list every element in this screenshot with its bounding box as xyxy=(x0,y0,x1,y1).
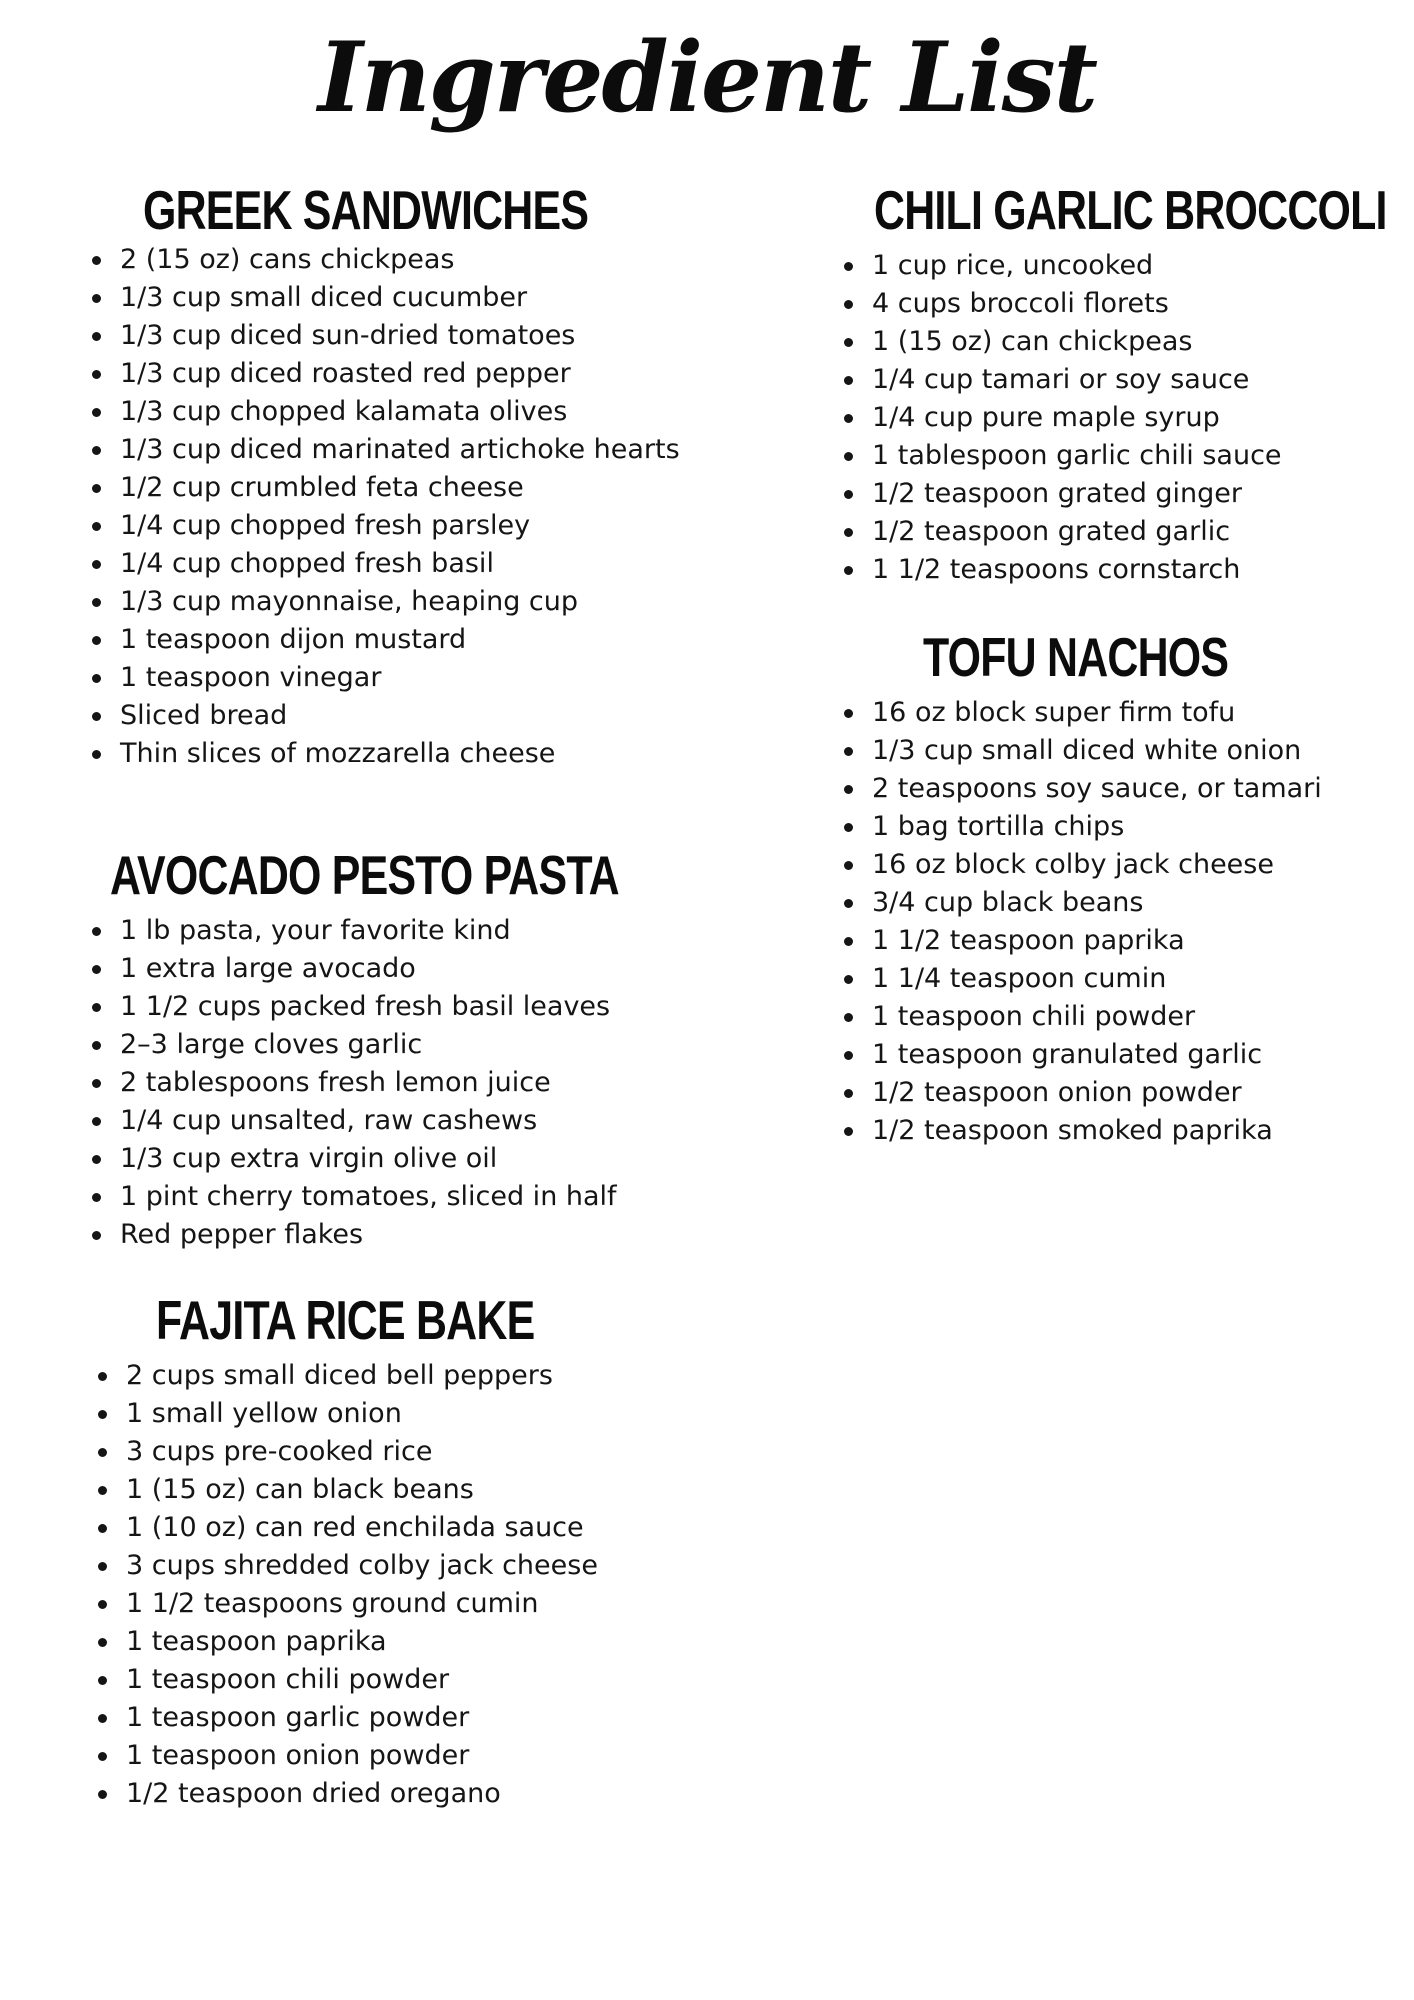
ingredient-item: 1 teaspoon garlic powder xyxy=(96,1699,641,1737)
ingredient-item: 1/3 cup diced marinated artichoke hearts xyxy=(90,431,714,469)
ingredient-item: 1 1/2 cups packed fresh basil leaves xyxy=(90,988,762,1026)
ingredient-item: 16 oz block colby jack cheese xyxy=(842,846,1322,884)
ingredient-item: 1 extra large avocado xyxy=(90,950,762,988)
ingredient-item: 1 teaspoon vinegar xyxy=(90,659,714,697)
ingredient-list xyxy=(90,241,714,773)
ingredient-item: Sliced bread xyxy=(90,697,714,735)
ingredient-item: 1/2 teaspoon onion powder xyxy=(842,1074,1322,1112)
section-heading: TOFU NACHOS xyxy=(923,626,1229,688)
ingredient-item: 1 1/4 teaspoon cumin xyxy=(842,960,1322,998)
ingredient-item: 1 (15 oz) can black beans xyxy=(96,1471,641,1509)
ingredient-item: 2 (15 oz) cans chickpeas xyxy=(90,241,714,279)
ingredient-list xyxy=(96,1357,641,1813)
ingredient-item: 1 1/2 teaspoons cornstarch xyxy=(842,551,1414,589)
ingredient-item: 1 small yellow onion xyxy=(96,1395,641,1433)
ingredient-item: 1/3 cup small diced white onion xyxy=(842,732,1322,770)
ingredient-item: 4 cups broccoli florets xyxy=(842,285,1414,323)
ingredient-item: 1/4 cup chopped fresh parsley xyxy=(90,507,714,545)
ingredient-item: 1 1/2 teaspoon paprika xyxy=(842,922,1322,960)
ingredient-item: 1 teaspoon dijon mustard xyxy=(90,621,714,659)
section-heading: GREEK SANDWICHES xyxy=(143,179,589,241)
section-greek-sandwiches xyxy=(90,175,714,773)
ingredient-item: Red pepper flakes xyxy=(90,1216,762,1254)
ingredient-item: 1 (15 oz) can chickpeas xyxy=(842,323,1414,361)
ingredient-item: 1/4 cup unsalted, raw cashews xyxy=(90,1102,762,1140)
ingredient-item: 1/4 cup tamari or soy sauce xyxy=(842,361,1414,399)
ingredient-item: 1 tablespoon garlic chili sauce xyxy=(842,437,1414,475)
ingredient-item: 1 teaspoon onion powder xyxy=(96,1737,641,1775)
section-heading: FAJITA RICE BAKE xyxy=(156,1289,535,1351)
ingredient-item: 3 cups shredded colby jack cheese xyxy=(96,1547,641,1585)
section-heading: CHILI GARLIC BROCCOLI xyxy=(874,179,1387,241)
ingredient-item: 3/4 cup black beans xyxy=(842,884,1322,922)
ingredient-item: 1 teaspoon granulated garlic xyxy=(842,1036,1322,1074)
ingredient-item: 2 cups small diced bell peppers xyxy=(96,1357,641,1395)
ingredient-item: 1 (10 oz) can red enchilada sauce xyxy=(96,1509,641,1547)
ingredient-item: 2–3 large cloves garlic xyxy=(90,1026,762,1064)
ingredient-item: 1/3 cup mayonnaise, heaping cup xyxy=(90,583,714,621)
section-avocado-pesto-pasta xyxy=(90,840,762,1254)
ingredient-item: Thin slices of mozzarella cheese xyxy=(90,735,714,773)
ingredient-item: 1/3 cup extra virgin olive oil xyxy=(90,1140,762,1178)
ingredient-item: 1/2 cup crumbled feta cheese xyxy=(90,469,714,507)
section-chili-garlic-broccoli xyxy=(842,175,1414,589)
ingredient-item: 1 pint cherry tomatoes, sliced in half xyxy=(90,1178,762,1216)
section-heading: AVOCADO PESTO PASTA xyxy=(110,844,619,906)
ingredient-item: 1/2 teaspoon grated ginger xyxy=(842,475,1414,513)
ingredient-item: 1 teaspoon paprika xyxy=(96,1623,641,1661)
page-title: Ingredient List xyxy=(317,21,1097,134)
ingredient-item: 1/3 cup chopped kalamata olives xyxy=(90,393,714,431)
ingredient-item: 1/4 cup chopped fresh basil xyxy=(90,545,714,583)
ingredient-list xyxy=(842,247,1414,589)
ingredient-item: 1 1/2 teaspoons ground cumin xyxy=(96,1585,641,1623)
ingredient-item: 2 tablespoons fresh lemon juice xyxy=(90,1064,762,1102)
ingredient-item: 1/3 cup small diced cucumber xyxy=(90,279,714,317)
section-tofu-nachos xyxy=(842,622,1322,1150)
ingredient-item: 1 teaspoon chili powder xyxy=(842,998,1322,1036)
ingredient-item: 3 cups pre-cooked rice xyxy=(96,1433,641,1471)
ingredient-item: 2 teaspoons soy sauce, or tamari xyxy=(842,770,1322,808)
ingredient-item: 1/2 teaspoon dried oregano xyxy=(96,1775,641,1813)
ingredient-item: 1/3 cup diced sun-dried tomatoes xyxy=(90,317,714,355)
ingredient-item: 1/2 teaspoon smoked paprika xyxy=(842,1112,1322,1150)
section-fajita-rice-bake xyxy=(96,1285,641,1813)
ingredient-item: 1 teaspoon chili powder xyxy=(96,1661,641,1699)
ingredient-item: 1/2 teaspoon grated garlic xyxy=(842,513,1414,551)
ingredient-item: 16 oz block super firm tofu xyxy=(842,694,1322,732)
ingredient-item: 1/4 cup pure maple syrup xyxy=(842,399,1414,437)
ingredient-item: 1 lb pasta, your favorite kind xyxy=(90,912,762,950)
ingredient-item: 1/3 cup diced roasted red pepper xyxy=(90,355,714,393)
ingredient-item: 1 cup rice, uncooked xyxy=(842,247,1414,285)
ingredient-list xyxy=(842,694,1322,1150)
ingredient-list xyxy=(90,912,762,1254)
ingredient-item: 1 bag tortilla chips xyxy=(842,808,1322,846)
